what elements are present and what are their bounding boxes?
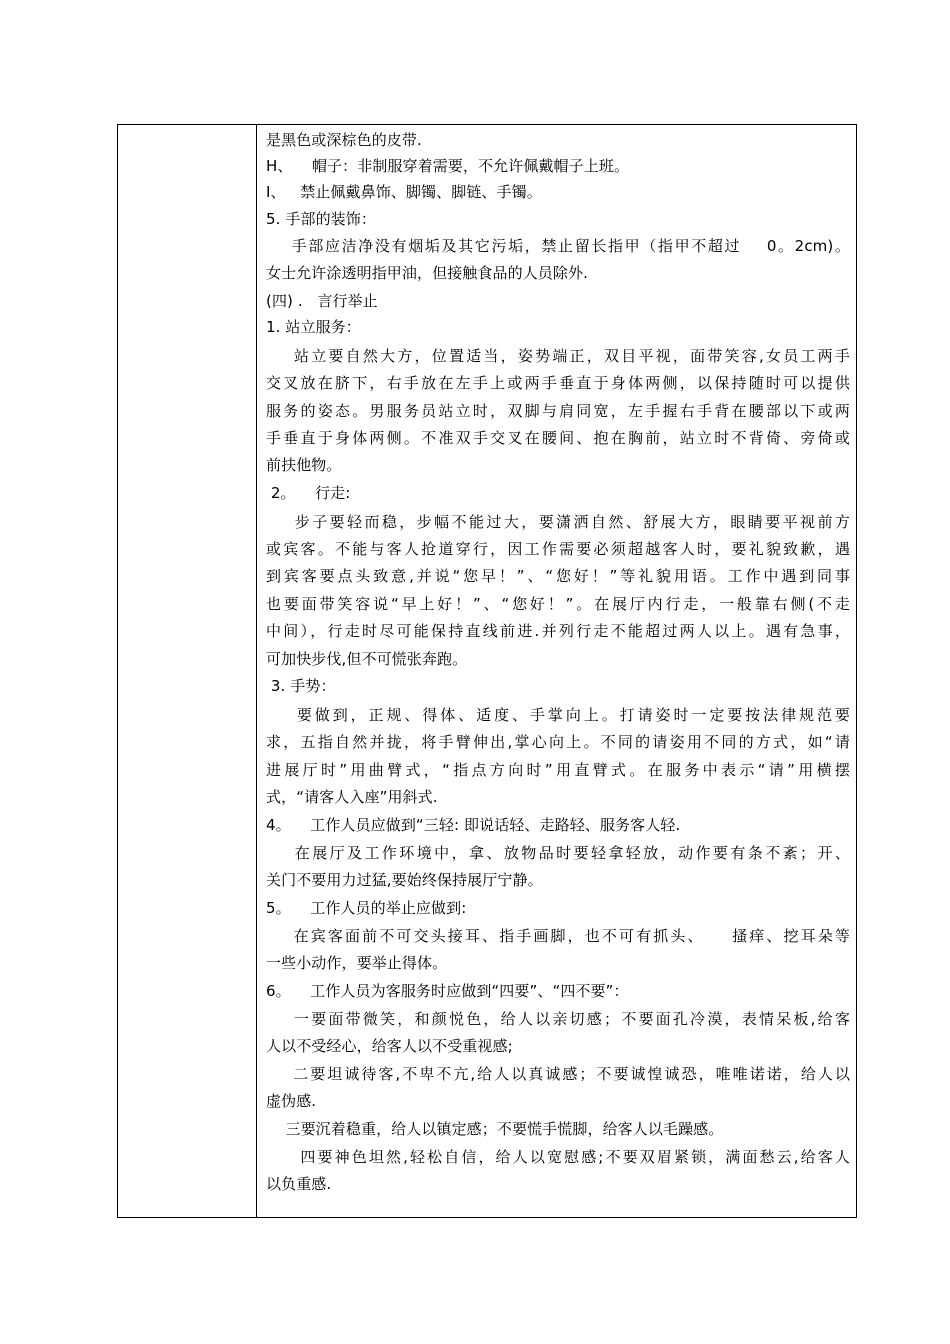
text-line: 求，五指自然并拢，将手臂伸出,掌心向上。不同的请姿用不同的方式，如“请 [266, 733, 850, 751]
text-line: 手垂直于身体两侧。不准双手交叉在腰间、抱在胸前，站立时不背倚、旁倚或 [266, 429, 850, 447]
text-line: 到宾客要点头致意,并说“您早！”、“您好！”等礼貌用语。工作中遇到同事 [266, 567, 850, 585]
text-line: 可加快步伐,但不可慌张奔跑。 [266, 650, 468, 668]
text-line: 2。 行走: [266, 484, 351, 502]
text-line: 步子要轻而稳，步幅不能过大，要潇洒自然、舒展大方，眼睛要平视前方 [266, 513, 850, 531]
text-line: 在宾客面前不可交头接耳、指手画脚，也不可有抓头、 搔痒、挖耳朵等 [266, 927, 850, 945]
text-line: 4。 工作人员应做到“三轻: 即说话轻、走路轻、服务客人轻. [266, 816, 681, 834]
text-line: 站立要自然大方，位置适当，姿势端正，双目平视，面带笑容,女员工两手 [266, 347, 850, 365]
text-line: 要做到，正规、得体、适度、手掌向上。打请姿时一定要按法律规范要 [266, 706, 850, 724]
text-line: 前扶他物。 [266, 456, 342, 474]
text-line: H、 帽子：非制服穿着需要，不允许佩戴帽子上班。 [266, 157, 630, 175]
text-line: 人以不受经心，给客人以不受重视感; [266, 1037, 513, 1055]
text-line: 服务的姿态。男服务员站立时，双脚与肩同宽，左手握右手背在腰部以下或两 [266, 402, 850, 420]
text-line: 中间），行走时尽可能保持直线前进.并列行走不能超过两人以上。遇有急事， [266, 622, 850, 640]
text-line: 5. 手部的装饰： [266, 210, 376, 228]
text-line: 一些小动作，要举止得体。 [266, 954, 448, 972]
text-line: 是黑色或深棕色的皮带. [266, 131, 422, 149]
table-left-cell [118, 125, 257, 1217]
text-line: 也要面带笑容说“早上好！”、“您好！”。在展厅内行走，一般靠右侧(不走 [266, 595, 850, 613]
text-line: 1. 站立服务： [266, 318, 361, 336]
text-line: 以负重感. [266, 1175, 332, 1193]
text-line: 5。 工作人员的举止应做到: [266, 899, 467, 917]
text-line: I、 禁止佩戴鼻饰、脚镯、脚链、手镯。 [266, 183, 542, 201]
text-line: 6。 工作人员为客服务时应做到“四要”、“四不要”： [266, 982, 629, 1000]
text-line: 或宾客。不能与客人抢道穿行，因工作需要必须超越客人时，要礼貌致歉，遇 [266, 540, 850, 558]
text-line: 手部应洁净没有烟垢及其它污垢，禁止留长指甲（指甲不超过 0。2cm)。 [266, 237, 850, 255]
text-line: 三要沉着稳重，给人以镇定感；不要慌手慌脚，给客人以毛躁感。 [266, 1120, 724, 1138]
text-line: 交叉放在脐下，右手放在左手上或两手垂直于身体两侧，以保持随时可以提供 [266, 374, 850, 392]
text-line: 进展厅时”用曲臂式，“指点方向时”用直臂式。在服务中表示“请”用横摆 [266, 761, 850, 779]
table-right-cell [266, 125, 850, 1217]
text-line: 女士允许涂透明指甲油，但接触食品的人员除外. [266, 264, 588, 282]
text-line: (四) . 言行举止 [266, 292, 378, 310]
text-line: 3. 手势： [266, 677, 336, 695]
text-line: 式，“请客人入座”用斜式. [266, 788, 438, 806]
text-line: 在展厅及工作环境中，拿、放物品时要轻拿轻放，动作要有条不紊；开、 [266, 844, 850, 862]
text-line: 二要坦诚待客,不卑不亢,给人以真诚感；不要诚惶诚恐，唯唯诺诺，给人以 [266, 1065, 850, 1083]
text-line: 一要面带微笑，和颜悦色，给人以亲切感；不要面孔冷漠，表情呆板,给客 [266, 1010, 850, 1028]
text-line: 虚伪感. [266, 1092, 317, 1110]
text-line: 关门不要用力过猛,要始终保持展厅宁静。 [266, 871, 543, 889]
text-line: 四要神色坦然,轻松自信，给人以宽慰感;不要双眉紧锁，满面愁云,给客人 [266, 1148, 850, 1166]
content-table [117, 124, 857, 1218]
